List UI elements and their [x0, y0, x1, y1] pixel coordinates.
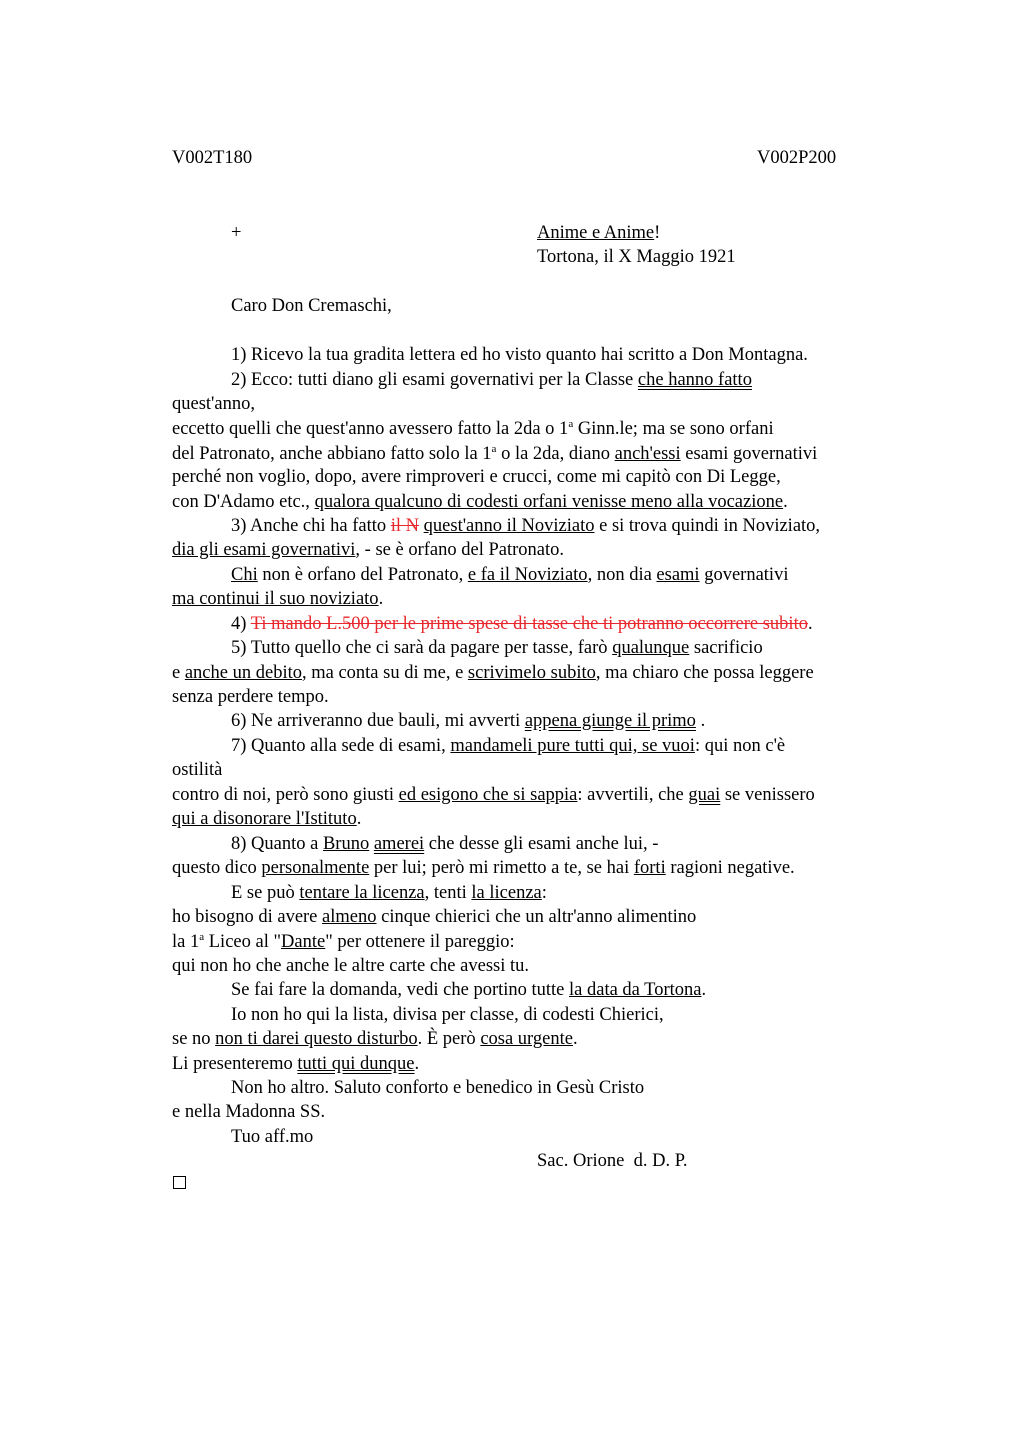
point-7-line-1 — [231, 737, 785, 756]
underlined-text: mandameli pure tutti qui, se vuoi — [450, 736, 695, 756]
salutation: Caro Don Cremaschi, — [231, 296, 392, 316]
point-4 — [231, 615, 813, 634]
underlined-text: Bruno — [322, 834, 370, 854]
text: . — [414, 1054, 420, 1074]
closing-line-1: Non ho altro. Saluto conforto e benedico in Gesù Cristo — [231, 1078, 645, 1098]
point-2-line-5: perché non voglio, dopo, avere rimproveri e crucci, come mi capitò con Di Legge, — [172, 467, 781, 487]
underlined-text: anche un debito — [184, 663, 302, 683]
point-8-line-4 — [172, 908, 696, 927]
text: 7) Quanto alla sede di esami, — [231, 736, 451, 756]
doc-code-right: V002P200 — [757, 148, 837, 168]
point-8-line-1 — [231, 835, 658, 854]
underlined-text: ed esigono che si sappia — [398, 785, 578, 805]
cross-mark: + — [231, 223, 242, 243]
point-3-line-2 — [172, 541, 564, 560]
underlined-text: ma continui il suo noviziato — [172, 589, 379, 609]
text: . — [783, 492, 788, 512]
underlined-text: qui a disonorare l'Istituto — [172, 809, 357, 829]
point-2-line-2: quest'anno, — [172, 394, 255, 414]
closing-line-2: e nella Madonna SS. — [172, 1102, 326, 1122]
text: eccetto quelli che quest'anno avessero fatto la 2da o 1 — [172, 419, 569, 440]
text: con D'Adamo etc., — [172, 492, 315, 512]
text: , non dia — [587, 565, 657, 585]
point-7-line-3 — [172, 786, 815, 805]
text: contro di noi, però sono giusti — [172, 785, 399, 805]
text: sacrificio — [689, 638, 763, 658]
underlined-text: qualora qualcuno di codesti orfani venisse meno alla vocazione — [314, 492, 784, 512]
text: esami governativi — [680, 444, 818, 465]
underlined-text: almeno — [322, 907, 377, 927]
text: : — [541, 883, 547, 903]
text: 3) Anche chi ha fatto — [231, 516, 391, 536]
underlined-text: anch'essi — [614, 444, 681, 465]
text: 2) Ecco: tutti diano gli esami governativi per la Classe — [231, 370, 638, 390]
text: ragioni negative. — [665, 858, 795, 878]
superscript: a — [199, 931, 205, 943]
underlined-text: Dante — [281, 932, 326, 953]
underlined-text: dia gli esami governativi — [172, 540, 356, 560]
text: 5) Tutto quello che ci sarà da pagare per tasse, farò — [231, 638, 613, 658]
point-5-line-3: senza perdere tempo. — [172, 687, 329, 707]
superscript: a — [491, 443, 497, 455]
text: : qui non c'è — [694, 736, 786, 756]
closing-line-3: Tuo aff.mo — [231, 1127, 314, 1147]
text: Se fai fare la domanda, vedi che portino tutte — [231, 980, 570, 1000]
point-2-line-3 — [172, 419, 774, 439]
text: Ginn.le; ma se sono orfani — [573, 419, 774, 440]
underlined-text: la data da Tortona — [569, 980, 702, 1000]
text: e si trova quindi in Noviziato, — [594, 516, 821, 536]
underlined-text: che hanno fatto — [637, 370, 752, 390]
text: 4) — [231, 614, 251, 634]
text: . — [695, 711, 706, 731]
point-8-line-8: Io non ho qui la lista, divisa per classe, di codesti Chierici, — [231, 1005, 664, 1025]
text: cinque chierici che un altr'anno alimentino — [376, 907, 697, 927]
underlined-text: non ti darei questo disturbo — [215, 1029, 418, 1049]
point-2-line-1 — [231, 371, 752, 390]
text: o la 2da, diano — [496, 444, 615, 465]
underlined-text: quest'anno il Noviziato — [423, 516, 595, 536]
underlined-text: scrivimelo subito — [467, 663, 596, 683]
text: del Patronato, anche abbiano fatto solo la 1 — [172, 444, 492, 465]
text: se venissero — [720, 785, 815, 805]
underlined-text: personalmente — [261, 858, 370, 878]
text: non è orfano del Patronato, — [257, 565, 468, 585]
text: " per ottenere il pareggio: — [325, 932, 515, 953]
point-8-line-5 — [172, 932, 515, 952]
text: , ma chiaro che possa leggere — [595, 663, 814, 683]
point-6 — [231, 712, 705, 731]
motto-text: Anime e Anime — [537, 223, 655, 243]
point-5-line-1 — [231, 639, 763, 658]
text: governativi — [699, 565, 789, 585]
deleted-text: il N — [390, 516, 420, 536]
text: . — [572, 1029, 578, 1049]
underlined-text: esami — [656, 565, 700, 585]
text: 6) Ne arriveranno due bauli, mi avverti — [231, 711, 525, 731]
text: 8) Quanto a — [231, 834, 323, 854]
place-date: Tortona, il X Maggio 1921 — [537, 247, 736, 267]
underlined-text: e fa il Noviziato — [467, 565, 588, 585]
text: : avvertili, che — [577, 785, 689, 805]
point-8-line-9 — [172, 1030, 578, 1049]
point-1: 1) Ricevo la tua gradita lettera ed ho visto quanto hai scritto a Don Montagna. — [231, 345, 808, 365]
text: , ma conta su di me, e — [301, 663, 468, 683]
underlined-text: la licenza — [471, 883, 542, 903]
signature: Sac. Orione d. D. P. — [537, 1151, 688, 1171]
text: . — [807, 614, 813, 634]
text: ho bisogno di avere — [172, 907, 323, 927]
text: . — [378, 589, 384, 609]
point-3-line-1 — [231, 517, 820, 536]
underlined-text: tutti qui dunque — [297, 1054, 415, 1074]
point-3-line-4 — [172, 590, 383, 609]
point-2-line-4 — [172, 444, 817, 464]
text: Li presenteremo — [172, 1054, 298, 1074]
deleted-text: Ti mando L.500 per le prime spese di tasse che ti potranno occorrere subito — [250, 614, 808, 634]
end-box-icon — [173, 1176, 186, 1189]
point-7-line-2: ostilità — [172, 760, 223, 780]
text: , tenti — [424, 883, 472, 903]
text: e — [172, 663, 185, 683]
text: . È però — [417, 1029, 481, 1049]
text: la 1 — [172, 932, 200, 953]
underlined-text: cosa urgente — [480, 1029, 573, 1049]
superscript: a — [568, 418, 574, 430]
point-3-line-3 — [231, 566, 788, 585]
underlined-text: amerei — [373, 834, 425, 854]
point-5-line-2 — [172, 664, 814, 683]
text: questo dico — [172, 858, 262, 878]
motto-end: ! — [654, 223, 661, 243]
point-8-line-7 — [231, 981, 706, 1000]
text: , - se è orfano del Patronato. — [355, 540, 564, 560]
text: se no — [172, 1029, 216, 1049]
point-2-line-6 — [172, 493, 788, 512]
underlined-text: guai — [688, 785, 721, 805]
point-7-line-4 — [172, 810, 361, 829]
point-8-line-2 — [172, 859, 795, 878]
text: . — [356, 809, 362, 829]
underlined-text: qualunque — [612, 638, 690, 658]
doc-code-left: V002T180 — [172, 148, 253, 168]
underlined-text: forti — [633, 858, 666, 878]
point-8-line-6: qui non ho che anche le altre carte che avessi tu. — [172, 956, 529, 976]
point-8-line-3 — [231, 884, 547, 903]
underlined-text: appena giunge il primo — [524, 711, 696, 731]
text: che desse gli esami anche lui, - — [424, 834, 659, 854]
text: . — [701, 980, 707, 1000]
underlined-text: Chi — [231, 565, 258, 585]
text: E se può — [231, 883, 300, 903]
motto — [537, 224, 660, 243]
point-8-line-10 — [172, 1055, 419, 1074]
text: Liceo al " — [204, 932, 282, 953]
underlined-text: tentare la licenza — [299, 883, 425, 903]
text: per lui; però mi rimetto a te, se hai — [369, 858, 634, 878]
